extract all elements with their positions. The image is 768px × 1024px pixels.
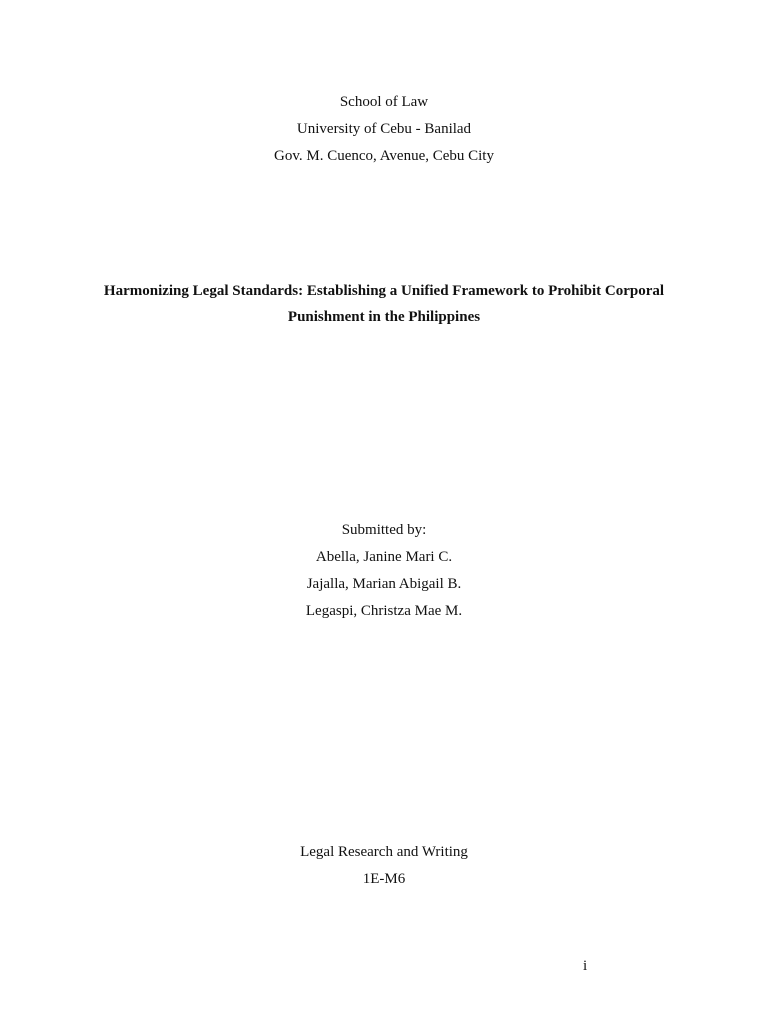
school-name: School of Law <box>339 94 429 110</box>
title-line-2: Punishment in the Philippines <box>287 309 481 325</box>
author-name: Abella, Janine Mari C. <box>315 549 453 565</box>
course-name: Legal Research and Writing <box>300 844 468 860</box>
university-address: Gov. M. Cuenco, Avenue, Cebu City <box>274 148 494 164</box>
course-section: 1E-M6 <box>362 871 406 887</box>
university-name: University of Cebu - Banilad <box>296 121 472 137</box>
page-number: i <box>583 958 588 974</box>
submitted-by-label: Submitted by: <box>341 522 427 538</box>
title-line-1: Harmonizing Legal Standards: Establishing a Unified Framework to Prohibit Corporal <box>103 283 665 299</box>
author-name: Jajalla, Marian Abigail B. <box>306 576 462 592</box>
author-name: Legaspi, Christza Mae M. <box>305 603 463 619</box>
